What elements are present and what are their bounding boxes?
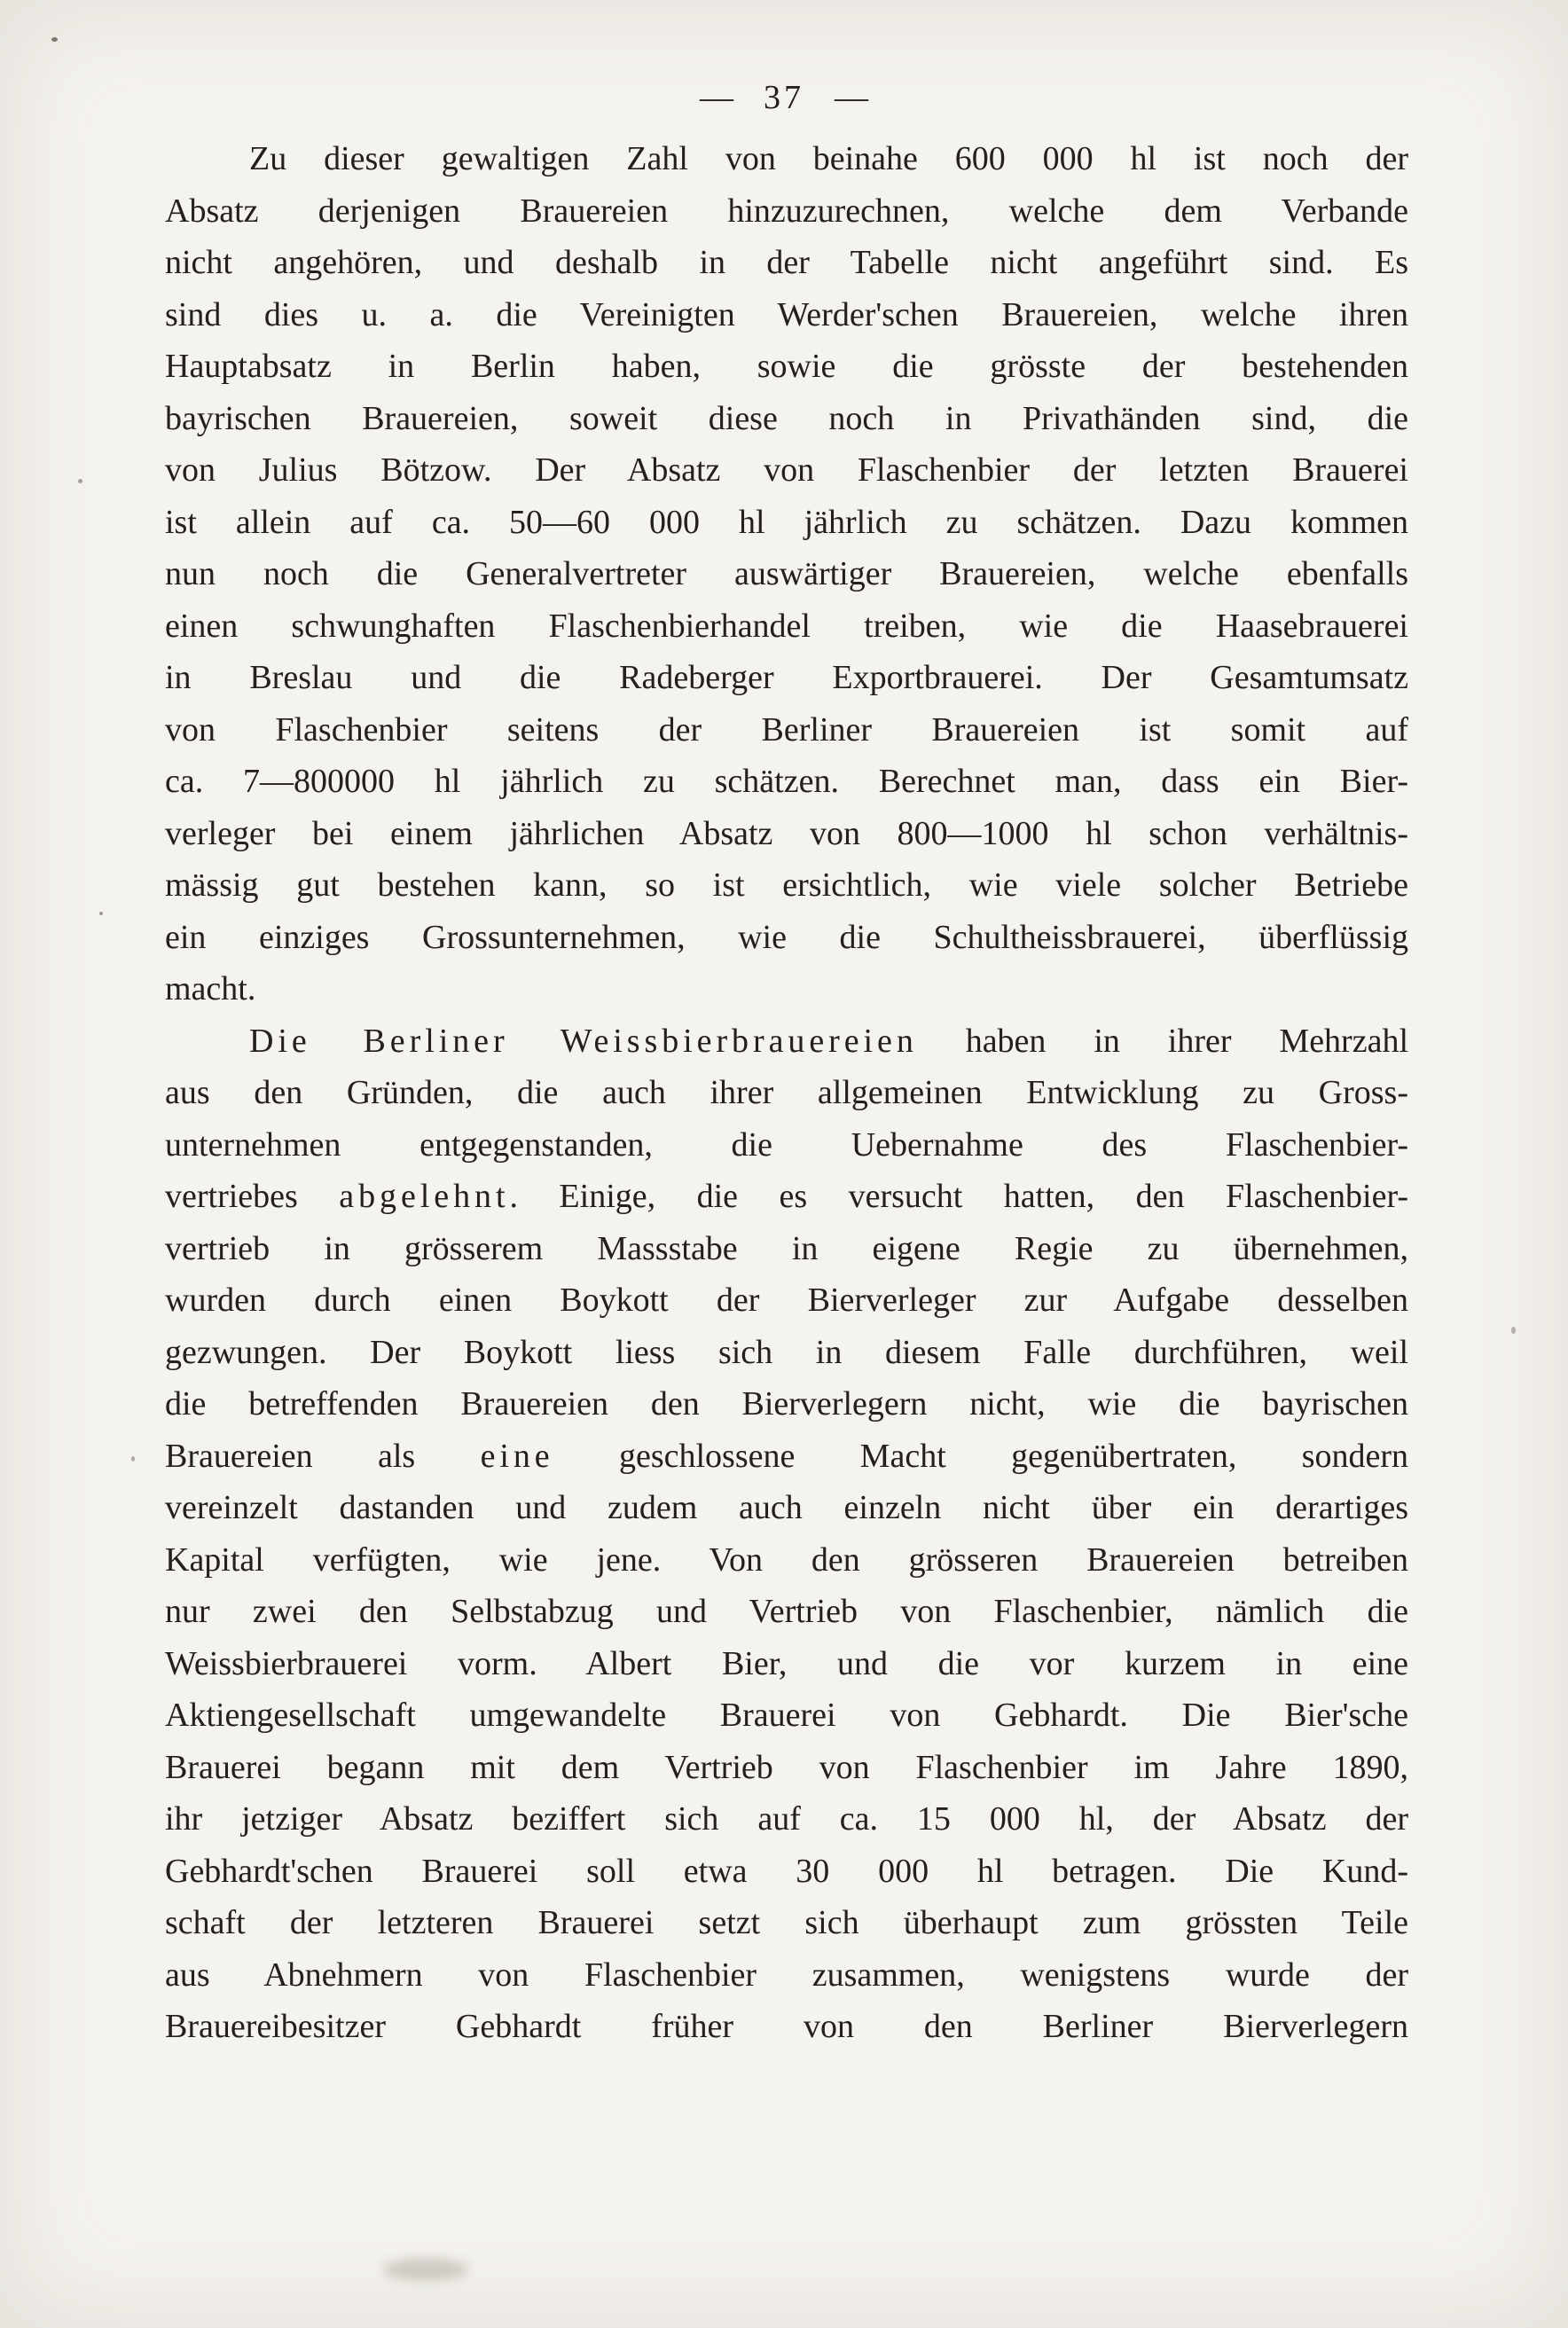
- text-run: wurden durch einen Boykott der Bierverleger zur Aufgabe desselben: [165, 1282, 1408, 1319]
- text-line: [165, 704, 1408, 756]
- text-run: gezwungen. Der Boykott liess sich in diesem Falle durchführen, weil: [165, 1333, 1408, 1371]
- paragraph-1: [165, 133, 1408, 1015]
- text-line: [165, 1119, 1408, 1172]
- text-run: einen schwunghaften Flaschenbierhandel treiben, wie die Haasebrauerei: [165, 607, 1408, 645]
- header-dash-left: —: [700, 79, 733, 116]
- text-run: aus den Gründen, die auch ihrer allgemeinen Entwicklung zu Gross-: [165, 1074, 1408, 1111]
- ink-speck: [131, 1456, 135, 1462]
- text-line: [165, 1431, 1408, 1483]
- text-run: mässig gut bestehen kann, so ist ersichtlich, wie viele solcher Betriebe: [165, 866, 1408, 904]
- text-run: die betreffenden Brauereien den Bierverlegern nicht, wie die bayrischen: [165, 1385, 1408, 1423]
- ink-speck: [51, 37, 58, 42]
- page-header: [0, 78, 1568, 117]
- header-dash-right: —: [835, 79, 868, 116]
- text-run: in Breslau und die Radeberger Exportbrauerei. Der Gesamtumsatz: [165, 659, 1408, 696]
- text-line: [165, 652, 1408, 704]
- text-run: Gebhardt'schen Brauerei soll etwa 30 000 hl betragen. Die Kund-: [165, 1852, 1408, 1890]
- text-run: Hauptabsatz in Berlin haben, sowie die grösste der bestehenden: [165, 348, 1408, 385]
- ink-speck: [78, 479, 82, 483]
- text-line: [165, 859, 1408, 912]
- text-run: vereinzelt dastanden und zudem auch einzeln nicht über ein derartiges: [165, 1489, 1408, 1526]
- text-run: Weissbierbrauerei vorm. Albert Bier, und die vor kurzem in eine: [165, 1644, 1408, 1682]
- text-run: Brauereien als: [165, 1437, 481, 1475]
- text-run: nicht angehören, und deshalb in der Tabelle nicht angeführt sind. Es: [165, 244, 1408, 281]
- text-run: verleger bei einem jährlichen Absatz von 800—1000 hl schon verhältnis-: [165, 814, 1408, 852]
- text-line: [165, 912, 1408, 964]
- ink-speck: [99, 912, 103, 915]
- text-line: [165, 808, 1408, 860]
- text-run: ein einziges Grossunternehmen, wie die Schultheissbrauerei, überflüssig: [165, 918, 1408, 956]
- text-line: [165, 548, 1408, 600]
- text-line: [165, 1846, 1408, 1898]
- text-run: sind dies u. a. die Vereinigten Werder'schen Brauereien, welche ihren: [165, 295, 1408, 333]
- text-line: [165, 1689, 1408, 1742]
- text-run: nun noch die Generalvertreter auswärtiger Brauereien, welche ebenfalls: [165, 555, 1408, 592]
- text-run: ist allein auf ca. 50—60 000 hl jährlich zu schätzen. Dazu kommen: [165, 503, 1408, 541]
- text-line: [165, 341, 1408, 393]
- text-line: [165, 1327, 1408, 1379]
- text-run: nur zwei den Selbstabzug und Vertrieb von Flaschenbier, nämlich die: [165, 1593, 1408, 1630]
- text-line: [165, 963, 1408, 1015]
- text-run: macht.: [165, 970, 256, 1007]
- text-run: geschlossene Macht gegenübertraten, sondern: [553, 1437, 1408, 1475]
- text-line: [165, 1274, 1408, 1327]
- paragraph-2: [165, 1015, 1408, 2053]
- ink-speck: [1511, 1327, 1516, 1334]
- text-run: . Einige, die es versucht hatten, den Flaschenbier-: [509, 1178, 1408, 1215]
- text-line: [165, 497, 1408, 549]
- text-run: Brauerei begann mit dem Vertrieb von Flaschenbier im Jahre 1890,: [165, 1748, 1408, 1786]
- text-line: [165, 2001, 1408, 2053]
- text-line: [165, 1067, 1408, 1119]
- text-line: [165, 1015, 1408, 1068]
- letterspaced-emphasis: Die Berliner Weissbierbrauereien: [249, 1022, 918, 1060]
- text-run: von Julius Bötzow. Der Absatz von Flaschenbier der letzten Brauerei: [165, 451, 1408, 489]
- text-run: Aktiengesellschaft umgewandelte Brauerei von Gebhardt. Die Bier'sche: [165, 1697, 1408, 1734]
- text-line: [165, 1742, 1408, 1794]
- text-run: Absatz derjenigen Brauereien hinzuzurechnen, welche dem Verbande: [165, 192, 1408, 230]
- text-line: [165, 393, 1408, 445]
- text-run: Kapital verfügten, wie jene. Von den grösseren Brauereien betreiben: [165, 1540, 1408, 1579]
- text-line: [165, 185, 1408, 238]
- text-run: schaft der letzteren Brauerei setzt sich überhaupt zum grössten Teile: [165, 1904, 1408, 1941]
- text-run: haben in ihrer Mehrzahl: [917, 1022, 1409, 1060]
- text-run: vertriebes: [165, 1178, 340, 1215]
- text-line: [165, 1171, 1408, 1223]
- text-line: [165, 1534, 1408, 1587]
- text-line: [165, 1897, 1408, 1949]
- text-line: [165, 1378, 1408, 1431]
- text-line: [165, 1482, 1408, 1534]
- text-line: [165, 444, 1408, 497]
- text-run: ca. 7—800000 hl jährlich zu schätzen. Berechnet man, dass ein Bier-: [165, 763, 1408, 800]
- text-line: [165, 600, 1408, 653]
- text-line: [165, 237, 1408, 289]
- text-line: [165, 1638, 1408, 1690]
- text-line: [165, 289, 1408, 341]
- text-line: [165, 1586, 1408, 1638]
- text-line: [165, 1793, 1408, 1846]
- text-run: aus Abnehmern von Flaschenbier zusammen, wenigstens wurde der: [165, 1956, 1408, 1994]
- text-run: ihr jetziger Absatz beziffert sich auf ca. 15 000 hl, der Absatz der: [165, 1800, 1408, 1838]
- text-run: Brauereibesitzer Gebhardt früher von den Berliner Bierverlegern: [165, 2008, 1408, 2045]
- text-line: [165, 1223, 1408, 1275]
- text-run: von Flaschenbier seitens der Berliner Brauereien ist somit auf: [165, 710, 1408, 749]
- text-run: vertrieb in grösserem Massstabe in eigene Regie zu übernehmen,: [165, 1229, 1408, 1267]
- text-line: [165, 133, 1408, 185]
- text-run: unternehmen entgegenstanden, die Uebernahme des Flaschenbier-: [165, 1125, 1408, 1164]
- letterspaced-emphasis: abgelehnt: [339, 1178, 510, 1215]
- page-number: 37: [764, 79, 804, 116]
- text-block: [165, 133, 1408, 2053]
- text-line: [165, 756, 1408, 808]
- text-line: [165, 1949, 1408, 2002]
- letterspaced-emphasis: eine: [480, 1437, 554, 1475]
- text-run: Zu dieser gewaltigen Zahl von beinahe 600 000 hl ist noch der: [249, 140, 1408, 177]
- text-run: bayrischen Brauereien, soweit diese noch in Privathänden sind, die: [165, 399, 1408, 437]
- ink-smudge: [383, 2258, 468, 2281]
